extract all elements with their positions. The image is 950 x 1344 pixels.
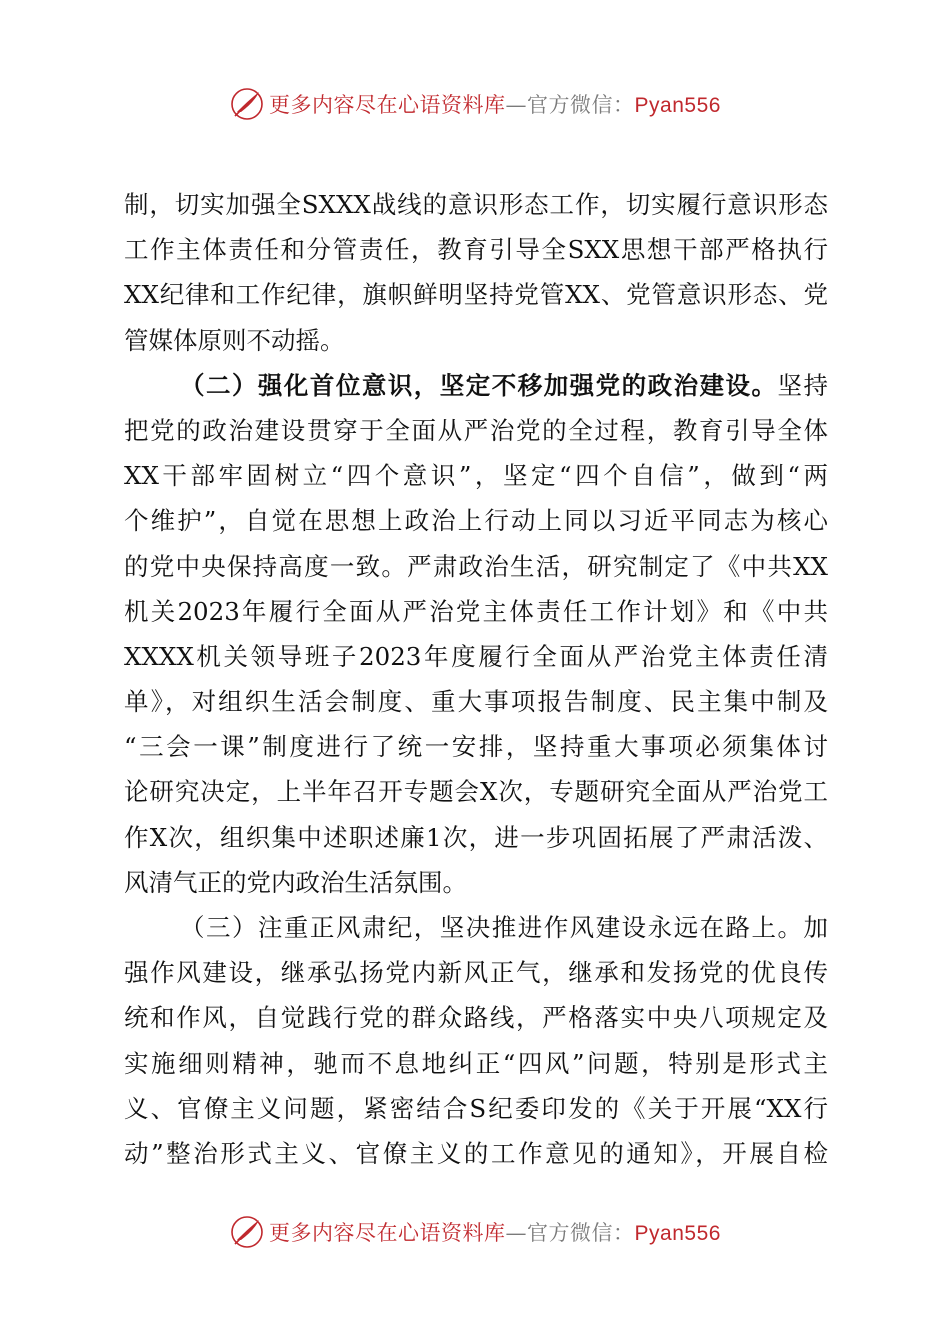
text-line: XX干部牢固树立“四个意识”，坚定“四个自信”，做到“两 <box>124 461 828 491</box>
watermark-separator: — <box>505 1221 528 1245</box>
header-watermark <box>0 84 950 124</box>
text-line: 工作主体责任和分管责任，教育引导全SXX思想干部严格执行 <box>124 235 828 265</box>
watermark-title: 更多内容尽在心语资料库 <box>269 1221 506 1245</box>
section-heading: （二）强化首位意识，坚定不移加强党的政治建设。 <box>180 370 778 400</box>
watermark-contact-label: 官方微信： <box>527 1221 635 1245</box>
text-line: 论研究决定，上半年召开专题会X次，专题研究全面从严治党工 <box>124 777 828 807</box>
footer-watermark <box>0 1212 950 1252</box>
document-body <box>124 182 828 1176</box>
text-line: 风清气正的党内政治生活氛围。 <box>124 867 467 897</box>
text-line: 动”整治形式主义、官僚主义的工作意见的通知》，开展自检 <box>124 1138 828 1168</box>
text-line: 单》，对组织生活会制度、重大事项报告制度、民主集中制及 <box>124 687 828 717</box>
watermark-text <box>269 89 721 119</box>
text-line: XX纪律和工作纪律，旗帜鲜明坚持党管XX、党管意识形态、党 <box>124 280 828 310</box>
text-line: 机关2023年履行全面从严治党主体责任工作计划》和《中共 <box>124 596 828 626</box>
text-line: 的党中央保持高度一致。严肃政治生活，研究制定了《中共XX <box>124 551 828 581</box>
text-line: 强作风建设，继承弘扬党内新风正气，继承和发扬党的优良传 <box>124 958 828 988</box>
text-line: 统和作风，自觉践行党的群众路线，严格落实中央八项规定及 <box>124 1003 828 1033</box>
text-line: 把党的政治建设贯穿于全面从严治党的全过程，教育引导全体 <box>124 415 828 445</box>
text-run: 坚持 <box>777 370 828 400</box>
watermark-contact-label: 官方微信： <box>527 93 635 117</box>
text-line: 制，切实加强全SXXX战线的意识形态工作，切实履行意识形态 <box>124 190 828 219</box>
watermark-contact-id: Pyan556 <box>634 1222 721 1245</box>
watermark-text <box>269 1217 721 1247</box>
quill-logo-icon <box>229 86 265 122</box>
text-line: 实施细则精神，驰而不息地纠正“四风”问题，特别是形式主 <box>124 1048 828 1078</box>
text-line: XXXX机关领导班子2023年度履行全面从严治党主体责任清 <box>124 641 828 671</box>
quill-logo-icon <box>229 1214 265 1250</box>
text-line: 义、官僚主义问题，紧密结合S纪委印发的《关于开展“XX行 <box>124 1093 828 1123</box>
text-line: 作X次，组织集中述职述廉1次，进一步巩固拓展了严肃活泼、 <box>124 822 828 852</box>
text-line: 管媒体原则不动摇。 <box>124 325 345 355</box>
text-line: （三）注重正风肃纪，坚决推进作风建设永远在路上。加 <box>180 913 828 942</box>
text-line: 个维护”，自觉在思想上政治上行动上同以习近平同志为核心 <box>124 506 828 536</box>
watermark-title: 更多内容尽在心语资料库 <box>269 93 506 117</box>
watermark-contact-id: Pyan556 <box>634 94 721 117</box>
watermark-separator: — <box>505 93 528 117</box>
section-heading-line <box>124 363 828 408</box>
text-line: “三会一课”制度进行了统一安排，坚持重大事项必须集体讨 <box>124 732 828 762</box>
